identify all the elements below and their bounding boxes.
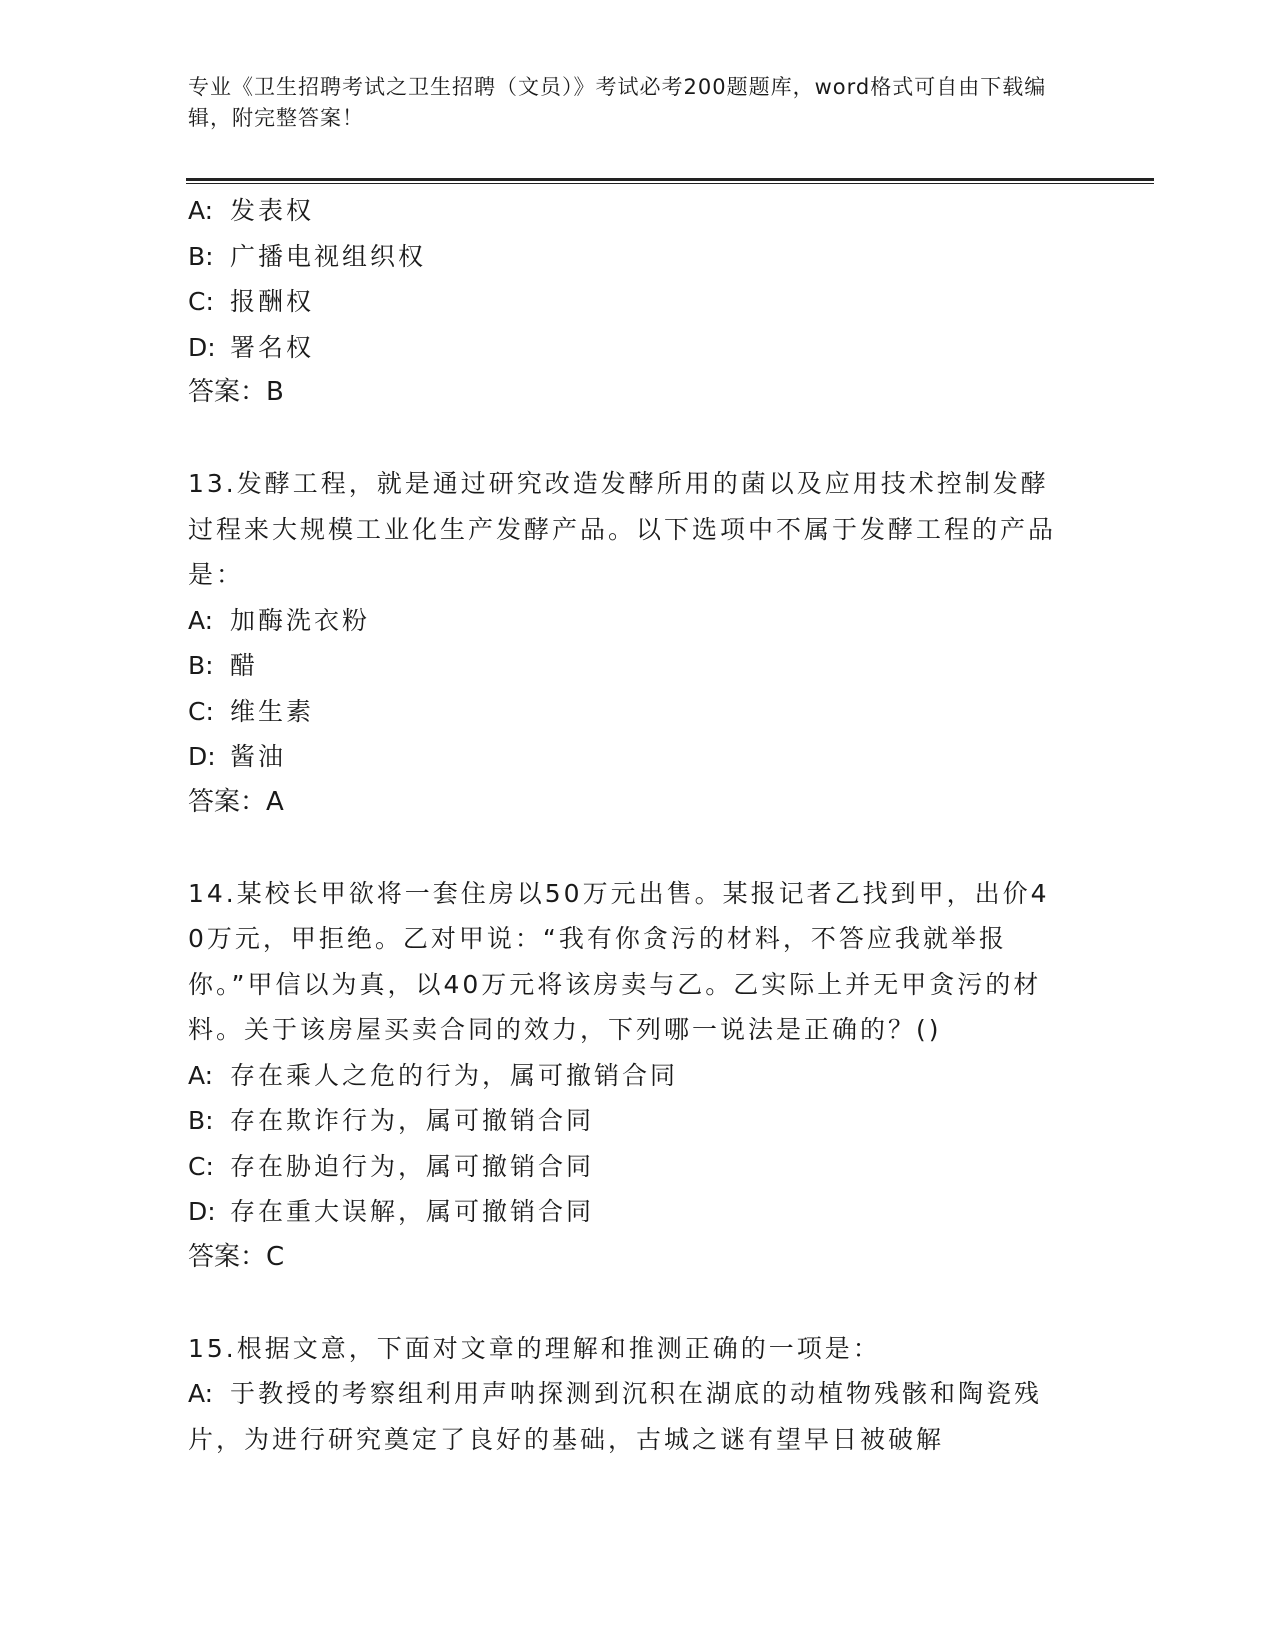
answer-13: 答案：A xyxy=(188,786,284,817)
header-rule-thick xyxy=(186,178,1154,181)
option-d: D: 署名权 xyxy=(188,332,315,362)
question-12-options xyxy=(188,188,1088,416)
question-14-stem: 14.某校长甲欲将一套住房以50万元出售。某报记者乙找到甲，出价40万元，甲拒绝。乙对甲说：“我有你贪污的材料，不答应我就举报你。”甲信以为真，以40万元将该房卖与乙。乙实际上并无甲贪污的材料。关于该房屋买卖合同的效力，下列哪一说法是正确的？() xyxy=(188,878,1050,1044)
question-15-stem: 15.根据文意，下面对文章的理解和推测正确的一项是： xyxy=(188,1333,881,1363)
option-c: C: 报酬权 xyxy=(188,287,315,316)
document-header: 专业《卫生招聘考试之卫生招聘（文员）》考试必考200题题库，word格式可自由下载编辑，附完整答案！ xyxy=(188,75,1047,130)
option-b: B: 存在欺诈行为，属可撤销合同 xyxy=(188,1106,595,1135)
option-b: B: 醋 xyxy=(188,651,259,680)
option-a: A: 于教授的考察组利用声呐探测到沉积在湖底的动植物残骸和陶瓷残片，为进行研究奠定了良好的基础，古城之谜有望早日被破解 xyxy=(188,1379,1043,1454)
question-13 xyxy=(188,461,1088,825)
option-a: A: 加酶洗衣粉 xyxy=(188,605,371,635)
option-d: D: 酱油 xyxy=(188,742,287,771)
answer-14: 答案：C xyxy=(188,1241,285,1272)
header-rule-thin xyxy=(186,183,1154,184)
option-d: D: 存在重大误解，属可撤销合同 xyxy=(188,1197,595,1226)
option-a: A: 存在乘人之危的行为，属可撤销合同 xyxy=(188,1060,679,1090)
question-content xyxy=(188,188,1088,1462)
option-c: C: 维生素 xyxy=(188,696,315,726)
question-13-stem: 13.发酵工程，就是通过研究改造发酵所用的菌以及应用技术控制发酵过程来大规模工业化生产发酵产品。以下选项中不属于发酵工程的产品是： xyxy=(188,469,1057,589)
question-14 xyxy=(188,871,1088,1281)
answer-12: 答案：B xyxy=(188,377,284,407)
question-15 xyxy=(188,1326,1088,1463)
option-c: C: 存在胁迫行为，属可撤销合同 xyxy=(188,1151,595,1181)
option-a: A: 发表权 xyxy=(188,196,315,225)
option-b: B: 广播电视组织权 xyxy=(188,241,427,271)
